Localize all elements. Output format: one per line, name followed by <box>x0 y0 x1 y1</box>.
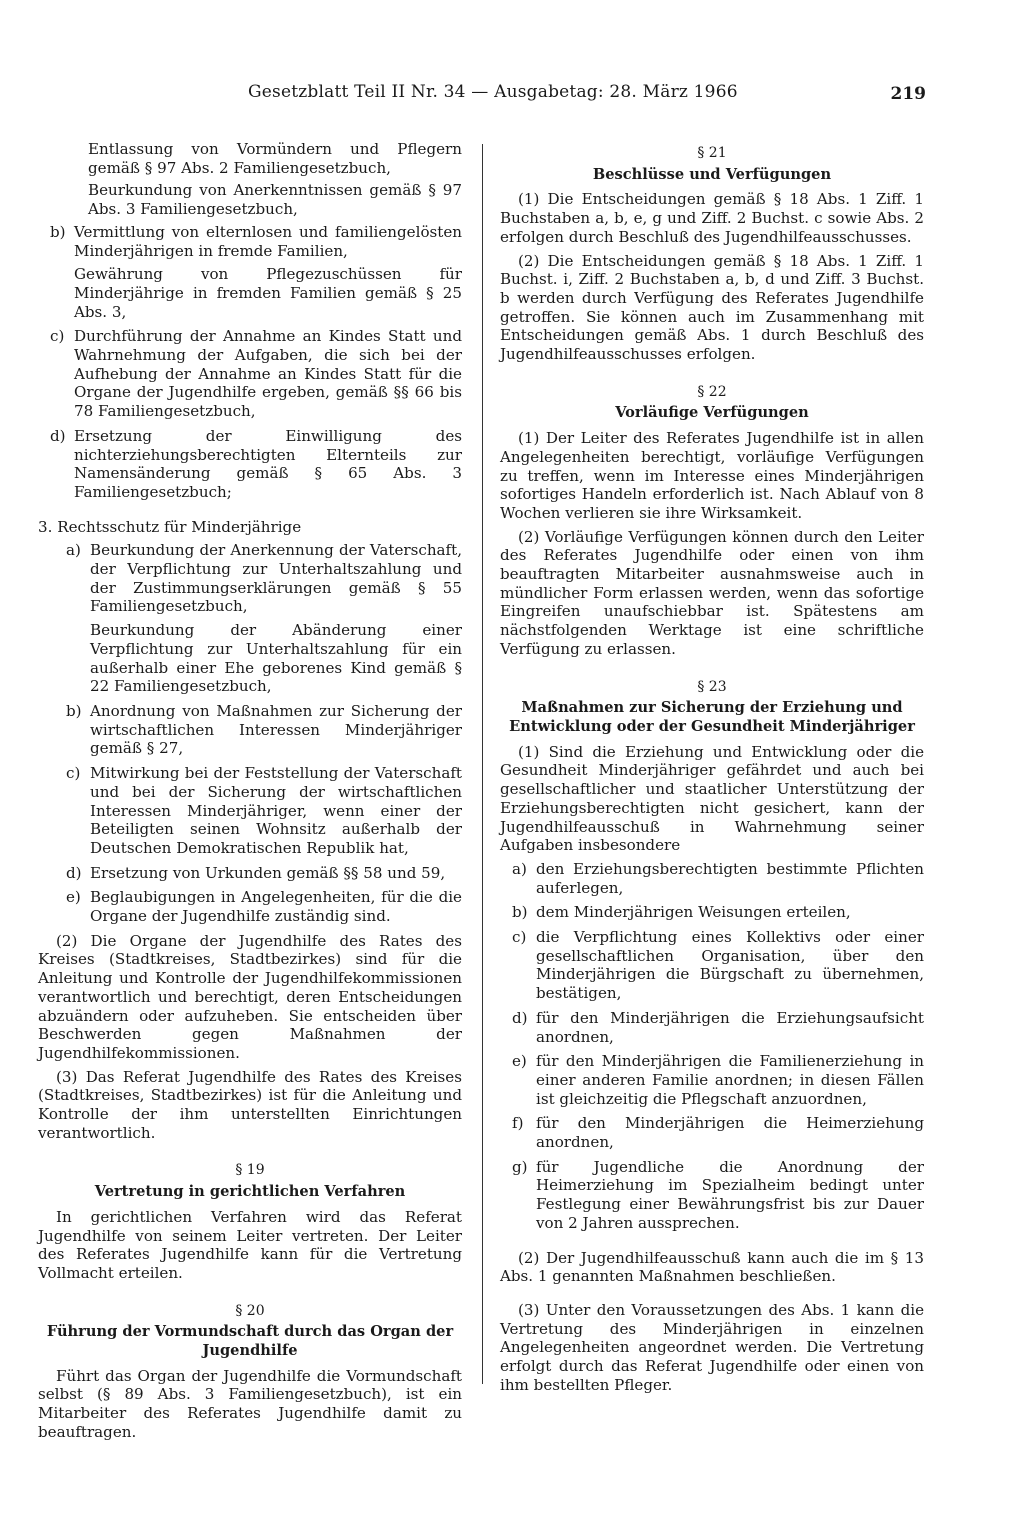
item-text: Ersetzung von Urkunden gemäß §§ 58 und 59, <box>90 863 446 882</box>
section-3-label: 3. <box>38 517 53 536</box>
list-item-3c <box>54 764 462 858</box>
section-23-number: § 23 <box>697 678 727 695</box>
item-text: den Erziehungsberechtigten bestimmte Pflichten auferlegen, <box>536 859 924 897</box>
section-21-paragraph-1: (1) Die Entscheidungen gemäß § 18 Abs. 1 Ziff. 1 Buchstaben a, b, e, g und Ziff. 2 Buchst. c sowie Abs. 2 erfolgen durch Beschluß des Jugendhilfeausschusses. <box>500 190 924 246</box>
item-text: für den Minderjährigen die Familienerziehung in einer anderen Familie anordnen; in diesen Fällen ist gleichzeitig die Pflegschaft anzuordnen, <box>536 1052 924 1108</box>
list-item <box>500 903 924 922</box>
list-item-b <box>38 223 462 322</box>
item-label: d) <box>50 426 66 445</box>
list-item-3b <box>54 702 462 758</box>
section-23-title: Maßnahmen zur Sicherung der Erziehung und Entwicklung oder der Gesundheit Minderjähriger <box>509 699 915 735</box>
section-20-title: Führung der Vormundschaft durch das Organ der Jugendhilfe <box>46 1323 454 1360</box>
list-item-d <box>38 427 462 502</box>
item-label: b) <box>512 903 528 922</box>
section-23-paragraph-2: (2) Der Jugendhilfeausschuß kann auch die im § 13 Abs. 1 genannten Maßnahmen beschließen. <box>500 1248 924 1286</box>
item-label: a) <box>66 541 81 560</box>
section-19-title: Vertretung in gerichtlichen Verfahren <box>94 1183 406 1201</box>
paragraph-3: (3) Das Referat Jugendhilfe des Rates des Kreises (Stadtkreises, Stadtbezirkes) ist für die Anleitung und Kontrolle der ihm unterstellten Einrichtungen verantwortlich. <box>38 1067 462 1142</box>
right-column <box>500 140 924 1399</box>
section-23-paragraph-1: (1) Sind die Erziehung und Entwicklung oder die Gesundheit Minderjähriger gefährdet und auch bei gesellschaftlicher und staatlicher Unterstützung der Erziehungsberechtigten nicht gesichert, kann der Jugendhilfeausschuß in Wahrnehmung seiner Aufgaben insbesondere <box>500 742 924 855</box>
item-label: d) <box>512 1008 528 1027</box>
section-3-title <box>38 518 462 537</box>
header-title: Gesetzblatt Teil II Nr. 34 — Ausgabetag: 28. März 1966 <box>248 82 738 102</box>
item-text: für Jugendliche die Anordnung der Heimerziehung im Spezialheim bedingt unter Festlegung einer Bewährungsfrist bis zur Dauer von 2 Jahren aussprechen. <box>536 1157 924 1232</box>
item-text: dem Minderjährigen Weisungen erteilen, <box>536 903 851 922</box>
section-19-number: § 19 <box>235 1162 265 1179</box>
item-label: e) <box>66 888 81 907</box>
page-number: 219 <box>890 84 926 104</box>
item-text: Mitwirkung bei der Feststellung der Vaterschaft und bei der Sicherung der wirtschaftlichen Interessen Minderjähriger, wenn einer der Beteiligten seinen Wohnsitz außerhalb der Deutschen Demokratischen Republik hat, <box>90 764 462 857</box>
section-22-title: Vorläufige Verfügungen <box>615 404 809 422</box>
section-21-title: Beschlüsse und Verfügungen <box>592 165 832 183</box>
list-item-c <box>38 327 462 421</box>
list-item-3a <box>54 541 462 696</box>
item-label: e) <box>512 1052 527 1071</box>
item-text: Beglaubigungen in Angelegenheiten, für die die Organe der Jugendhilfe zuständig sind. <box>90 888 462 926</box>
section-21-paragraph-2: (2) Die Entscheidungen gemäß § 18 Abs. 1 Ziff. 1 Buchst. i, Ziff. 2 Buchstaben a, b, d und Ziff. 3 Buchst. b werden durch Verfügung des Referates Jugendhilfe getroffen. Sie können auch im Zusammenhang mit Entscheidungen gemäß Abs. 1 durch Beschluß des Jugendhilfeausschusses erfolgen. <box>500 251 924 364</box>
section-19-text: In gerichtlichen Verfahren wird das Referat Jugendhilfe von seinem Leiter vertreten. Der Leiter des Referates Jugendhilfe kann für die Vertretung Vollmacht erteilen. <box>38 1207 462 1282</box>
item-text: Ersetzung der Einwilligung des nichterziehungsberechtigten Elternteils zur Namensänderung gemäß § 65 Abs. 3 Familiengesetzbuch; <box>74 426 462 501</box>
item-label: b) <box>50 222 66 241</box>
section-22-paragraph-1: (1) Der Leiter des Referates Jugendhilfe ist in allen Angelegenheiten berechtigt, vorläufige Verfügungen zu treffen, wenn im Interesse eines Minderjährigen sofortiges Handeln erforderlich ist. Nach Ablauf von 8 Wochen verlieren sie ihre Wirksamkeit. <box>500 429 924 522</box>
item-text: für den Minderjährigen die Heimerziehung anordnen, <box>536 1114 924 1152</box>
list-item <box>500 928 924 1003</box>
item-text: für den Minderjährigen die Erziehungsaufsicht anordnen, <box>536 1008 924 1046</box>
section-22-number: § 22 <box>697 383 727 400</box>
section-21-number: § 21 <box>697 145 727 161</box>
list-item <box>500 860 924 897</box>
intro-item-1: Entlassung von Vormündern und Pflegern gemäß § 97 Abs. 2 Familiengesetzbuch, <box>88 140 462 177</box>
left-column <box>38 140 462 1447</box>
item-text: Beurkundung der Abänderung einer Verpflichtung zur Unterhaltszahlung für ein außerhalb einer Ehe geborenes Kind gemäß § 22 Familiengesetzbuch, <box>90 621 462 696</box>
section-20-number: § 20 <box>235 1302 265 1319</box>
item-label: c) <box>512 928 527 947</box>
section-22-paragraph-2: (2) Vorläufige Verfügungen können durch den Leiter des Referates Jugendhilfe oder einen von ihm beauftragten Mitarbeiter ausnahmsweise auch in mündlicher Form erlassen werden, wenn das sofortige Eingreifen unaufschiebbar ist. Spätestens am nächstfolgenden Werktage ist eine schriftliche Verfügung zu erlassen. <box>500 527 924 658</box>
section-3-text: Rechtsschutz für Minderjährige <box>57 517 302 536</box>
item-label: f) <box>512 1114 524 1133</box>
paragraph-2: (2) Die Organe der Jugendhilfe des Rates des Kreises (Stadtkreises, Stadtbezirkes) sind für die Anleitung und Kontrolle der Jugendhilfekommissionen verantwortlich und berechtigt, deren Entscheidungen abzuändern oder aufzuheben. Sie entscheiden über Beschwerden gegen Maßnahmen der Jugendhilfekommissionen. <box>38 931 462 1062</box>
item-text: Gewährung von Pflegezuschüssen für Minderjährige in fremden Familien gemäß § 25 Abs. 3, <box>74 265 462 321</box>
intro-item-2: Beurkundung von Anerkenntnissen gemäß § 97 Abs. 3 Familiengesetzbuch, <box>88 181 462 219</box>
page-header <box>38 82 926 106</box>
item-text: die Verpflichtung eines Kollektivs oder einer gesellschaftlichen Organisation, über den Minderjährigen die Bürgschaft zu übernehmen, bestätigen, <box>536 928 924 1003</box>
item-label: b) <box>66 701 82 720</box>
section-20-text: Führt das Organ der Jugendhilfe die Vormundschaft selbst (§ 89 Abs. 3 Familiengesetzbuch), ist ein Mitarbeiter des Referates Jugendhilfe damit zu beauftragen. <box>38 1366 462 1441</box>
list-item-3e <box>54 888 462 925</box>
item-label: a) <box>512 859 527 878</box>
list-item <box>500 1114 924 1151</box>
item-text: Beurkundung der Anerkennung der Vaterschaft, der Verpflichtung zur Unterhaltszahlung und der Zustimmungserklärungen gemäß § 55 Familiengesetzbuch, <box>90 541 462 616</box>
item-text: Vermittlung von elternlosen und familiengelösten Minderjährigen in fremde Familien, <box>74 222 462 260</box>
item-label: d) <box>66 863 82 882</box>
item-text: Durchführung der Annahme an Kindes Statt und Wahrnehmung der Aufgaben, die sich bei der Aufhebung der Annahme an Kindes Statt für die Organe der Jugendhilfe ergeben, gemäß §§ 66 bis 78 Familiengesetzbuch, <box>74 327 462 421</box>
item-text: Anordnung von Maßnahmen zur Sicherung der wirtschaftlichen Interessen Minderjähriger gemäß § 27, <box>90 701 462 758</box>
section-23-paragraph-3: (3) Unter den Voraussetzungen des Abs. 1 kann die Vertretung des Minderjährigen in einzelnen Angelegenheiten angeordnet werden. Die Vertretung erfolgt durch das Referat Jugendhilfe oder einen von ihm bestellten Pfleger. <box>500 1300 924 1394</box>
item-label: c) <box>50 327 65 346</box>
list-item <box>500 1009 924 1046</box>
list-item <box>500 1052 924 1108</box>
item-label: c) <box>66 764 81 783</box>
column-divider <box>482 144 483 1384</box>
list-item-3d <box>54 864 462 883</box>
item-label: g) <box>512 1157 528 1176</box>
list-item <box>500 1158 924 1233</box>
